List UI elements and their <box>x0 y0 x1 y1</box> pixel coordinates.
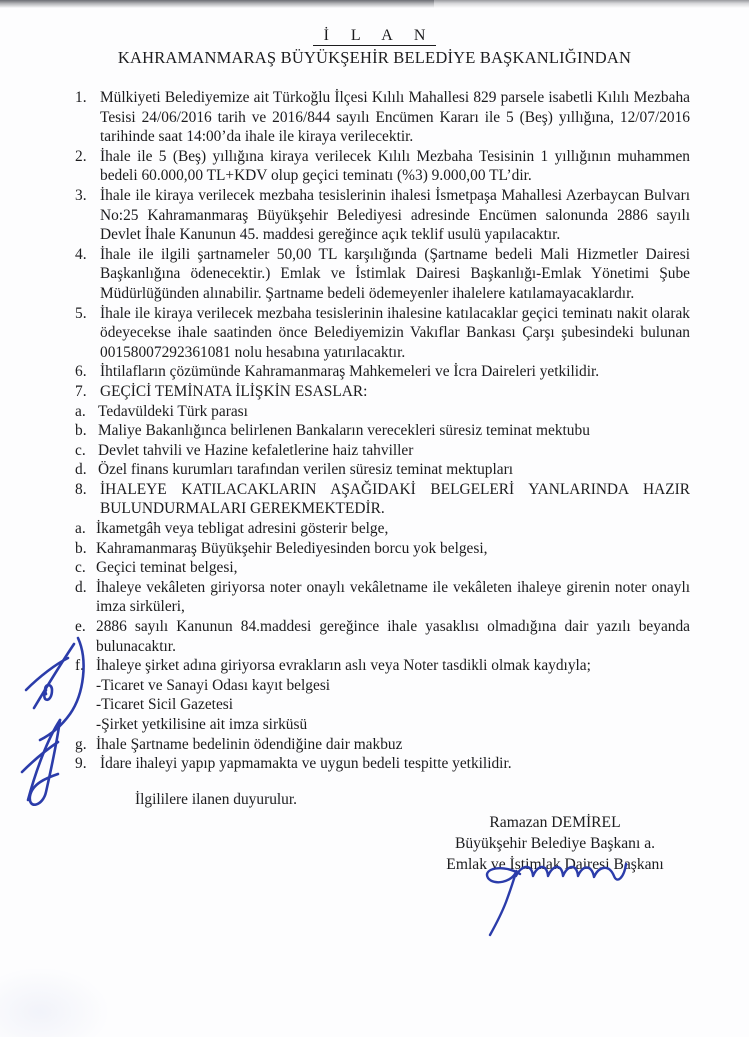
sub-text: İhaleye şirket adına giriyorsa evrakların aslı veya Noter tasdikli olmak kaydıyla; <box>96 657 591 675</box>
item-text: İhale ile kiraya verilecek mezbaha tesislerinin ihalesine katılacaklar geçici teminatı nakit olarak ödeyecekse ihale saatinden önce Belediyemizin Vakıflar Bankası Çarşı şubesindeki bulunan 00158007292361081 nolu hesabına yatırılacaktır. <box>100 304 690 361</box>
list-item-7 <box>75 382 690 480</box>
sublist-item-7c <box>75 441 690 461</box>
sub-letter: b. <box>75 422 87 440</box>
sub-letter: f. <box>75 657 84 675</box>
scan-artifact-smudge <box>0 967 110 1037</box>
item-number: 5. <box>75 304 87 322</box>
sub-letter: d. <box>75 461 87 479</box>
item-text: İHALEYE KATILACAKLARIN AŞAĞIDAKİ BELGELERİ YANLARINDA HAZIR BULUNDURMALARI GEREKMEKTEDİR. <box>100 480 690 518</box>
signer-name: Ramazan DEMİREL <box>489 814 621 831</box>
item-number: 7. <box>75 382 87 400</box>
sub-text-line: -Ticaret ve Sanayi Odası kayıt belgesi <box>96 676 331 694</box>
item-number: 8. <box>75 480 87 498</box>
sublist-item-8f <box>75 656 690 734</box>
item-number: 3. <box>75 186 87 204</box>
document-body <box>75 88 690 809</box>
document-title: İ L A N <box>313 27 437 46</box>
signer-title-1: Büyükşehir Belediye Başkanı a. <box>454 835 656 852</box>
sub-text: 2886 sayılı Kanunun 84.maddesi gereğince ihale yasaklısı olmadığına dair yazılı beyanda bulunacaktır. <box>96 618 690 655</box>
item-number: 2. <box>75 147 87 165</box>
closing-line: İlgililere ilanen duyurulur. <box>135 790 297 808</box>
sub-letter: a. <box>75 402 86 420</box>
item-text: Mülkiyeti Belediyemize ait Türkoğlu İlçesi Kılılı Mahallesi 829 parsele isabetli Kılılı Mezbaha Tesisi 24/06/2016 tarih ve 2016/844 sayılı Encümen Kararı ile 5 (Beş) yıllığına, 12/07/2016 tarihinde saat 14:00’da ihale ile kiraya verilecektir. <box>100 89 690 146</box>
item-number: 6. <box>75 363 87 381</box>
sublist-item-7d <box>75 460 690 480</box>
sub-letter: b. <box>75 539 87 557</box>
item-text: İhale ile ilgili şartnameler 50,00 TL karşılığında (Şartname bedeli Mali Hizmetler Dairesi Başkanlığına ödenecektir.) Emlak ve İstimlak Dairesi Başkanlığı-Emlak Yönetimi Şube Müdürlüğünden alınabilir. Şartname bedeli ödemeyenler ihalelere katılamayacaklardır. <box>100 245 690 302</box>
sublist-item-7a <box>75 402 690 422</box>
item-text: İhtilafların çözümünde Kahramanmaraş Mahkemeleri ve İcra Daireleri yetkilidir. <box>100 363 600 381</box>
sub-text: Maliye Bakanlığınca belirlenen Bankaların verecekleri süresiz teminat mektubu <box>98 422 590 440</box>
sublist-item-8c <box>75 558 690 578</box>
sub-letter: c. <box>75 559 86 577</box>
issuing-authority: KAHRAMANMARAŞ BÜYÜKŞEHİR BELEDİYE BAŞKANLIĞINDAN <box>117 48 632 67</box>
sub-letter: d. <box>75 578 87 596</box>
sub-text: Kahramanmaraş Büyükşehir Belediyesinden borcu yok belgesi, <box>96 539 488 557</box>
sub-letter: a. <box>75 520 86 538</box>
sub-text: Özel finans kurumları tarafından verilen süresiz teminat mektupları <box>98 461 513 479</box>
sublist-item-8b <box>75 539 690 559</box>
list-item-5 <box>75 304 690 363</box>
sub-text: İkametgâh veya tebligat adresini gösterir belge, <box>96 520 389 538</box>
sub-text: Geçici teminat belgesi, <box>96 559 238 577</box>
sub-text: Tedavüldeki Türk parası <box>98 402 248 420</box>
sub-text: İhaleye vekâleten giriyorsa noter onaylı vekâletname ile vekâleten ihaleye girenin noter onaylı imza sirküleri, <box>96 578 690 616</box>
sublist-item-8a <box>75 519 690 539</box>
item-text: İdare ihaleyi yapıp yapmamakta ve uygun bedeli tespitte yetkilidir. <box>100 755 512 773</box>
sub-letter: c. <box>75 441 86 459</box>
sublist-item-8e <box>75 617 690 656</box>
sublist-item-8d <box>75 578 690 617</box>
list-item-6 <box>75 362 690 382</box>
item-text: GEÇİCİ TEMİNATA İLİŞKİN ESASLAR: <box>100 382 368 400</box>
list-item-4 <box>75 245 690 304</box>
list-item-2 <box>75 147 690 186</box>
list-item-9 <box>75 754 690 774</box>
item-number: 9. <box>75 755 87 773</box>
sub-letter: g. <box>75 735 87 753</box>
sub-text-line: -Ticaret Sicil Gazetesi <box>96 696 234 714</box>
lettered-sublist-8 <box>75 519 690 754</box>
sub-letter: e. <box>75 618 86 636</box>
list-item-8 <box>75 480 690 754</box>
numbered-list <box>75 88 690 774</box>
sub-text-line: -Şirket yetkilisine ait imza sirküsü <box>96 716 308 733</box>
item-text: İhale ile 5 (Beş) yıllığına kiraya verilecek Kılılı Mezbaha Tesisinin 1 yıllığının muhammen bedeli 60.000,00 TL+KDV olup geçici teminatı (%3) 9.000,00 TL’dir. <box>100 147 690 185</box>
signature-block <box>432 812 678 875</box>
item-number: 1. <box>75 89 87 106</box>
list-item-3 <box>75 186 690 245</box>
document-heading <box>0 0 749 68</box>
sublist-item-8g <box>75 735 690 755</box>
sub-text: Devlet tahvili ve Hazine kefaletlerine haiz tahviller <box>98 441 414 459</box>
sub-text: İhale Şartname bedelinin ödendiğine dair makbuz <box>96 735 403 753</box>
signer-title-2: Emlak ve İstimlak Dairesi Başkanı <box>446 856 664 873</box>
sublist-item-7b <box>75 421 690 441</box>
lettered-sublist-7 <box>75 402 690 480</box>
list-item-1 <box>75 88 690 147</box>
item-number: 4. <box>75 245 87 263</box>
item-text: İhale ile kiraya verilecek mezbaha tesislerinin ihalesi İsmetpaşa Mahallesi Azerbaycan Bulvarı No:25 Kahramanmaraş Büyükşehir Belediyesi adresinde Encümen salonunda 2886 sayılı Devlet İhale Kanunun 45. maddesi gereğince açık teklif usulü yapılacaktır. <box>100 186 690 244</box>
